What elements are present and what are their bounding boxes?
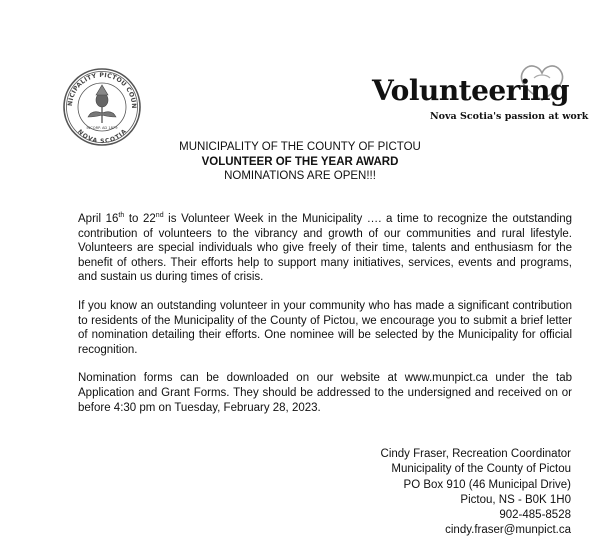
paragraph-forms: Nomination forms can be downloaded on our website at www.munpict.ca under the tab Application and Grant Forms. They should be addressed to the undersigned and received on or before 4:30 pm on Tuesday, February 28, 2023.	[78, 372, 572, 414]
municipal-seal-icon	[62, 67, 142, 147]
p1-sup-th: th	[118, 212, 125, 220]
signature-email[interactable]: cindy.fraser@munpict.ca	[445, 524, 571, 537]
notice-heading	[0, 140, 600, 184]
signature-name-title: Cindy Fraser, Recreation Coordinator	[380, 448, 571, 460]
seal-bottom-text: NOVA SCOTIA	[76, 128, 128, 146]
volunteering-logo	[372, 62, 589, 126]
seal-ring-text: NICIPALITY PICTOU COUN	[66, 71, 138, 109]
signature-phone: 902-485-8528	[499, 509, 571, 522]
paragraph-nominate: If you know an outstanding volunteer in your community who has made a significant contribution to residents of the Municipality of the County of Pictou, we encourage you to submit a brief letter of nomination detailing their efforts. One nominee will be selected by the Municipality for official recognition.	[78, 299, 572, 356]
signature-block	[381, 447, 571, 539]
notice-body	[78, 212, 572, 429]
paragraph-volunteer-week	[78, 212, 572, 285]
p1-sup-nd: nd	[155, 212, 164, 220]
logo-tagline: Nova Scotia's passion at work	[430, 111, 589, 122]
logo-wordmark: Volunteering	[372, 74, 570, 107]
heading-award-title: VOLUNTEER OF THE YEAR AWARD	[201, 155, 399, 168]
signature-address: PO Box 910 (46 Municipal Drive)	[403, 478, 571, 491]
heading-municipality: MUNICIPALITY OF THE COUNTY OF PICTOU	[179, 141, 421, 153]
p1-text-c: is Volunteer Week in the Municipality …. a time to recognize the outstanding contribution of volunteers to the vibrancy and growth of our communities and rural lifestyle. Volunteers are special individuals who give freely of their time, talents and enthusiasm for the benefit of others. Their efforts help to support many initiatives, services, events and programs, and sustain us during times of crisis.	[78, 213, 572, 284]
p1-text-b: to 22	[124, 213, 156, 225]
p1-text-a: April 16	[78, 213, 119, 225]
signature-org: Municipality of the County of Pictou	[391, 463, 571, 476]
heading-nominations-open: NOMINATIONS ARE OPEN!!!	[224, 170, 376, 182]
signature-city: Pictou, NS - B0K 1H0	[460, 493, 571, 506]
seal-incorp-text: INCORP. AD 1879	[86, 126, 118, 130]
